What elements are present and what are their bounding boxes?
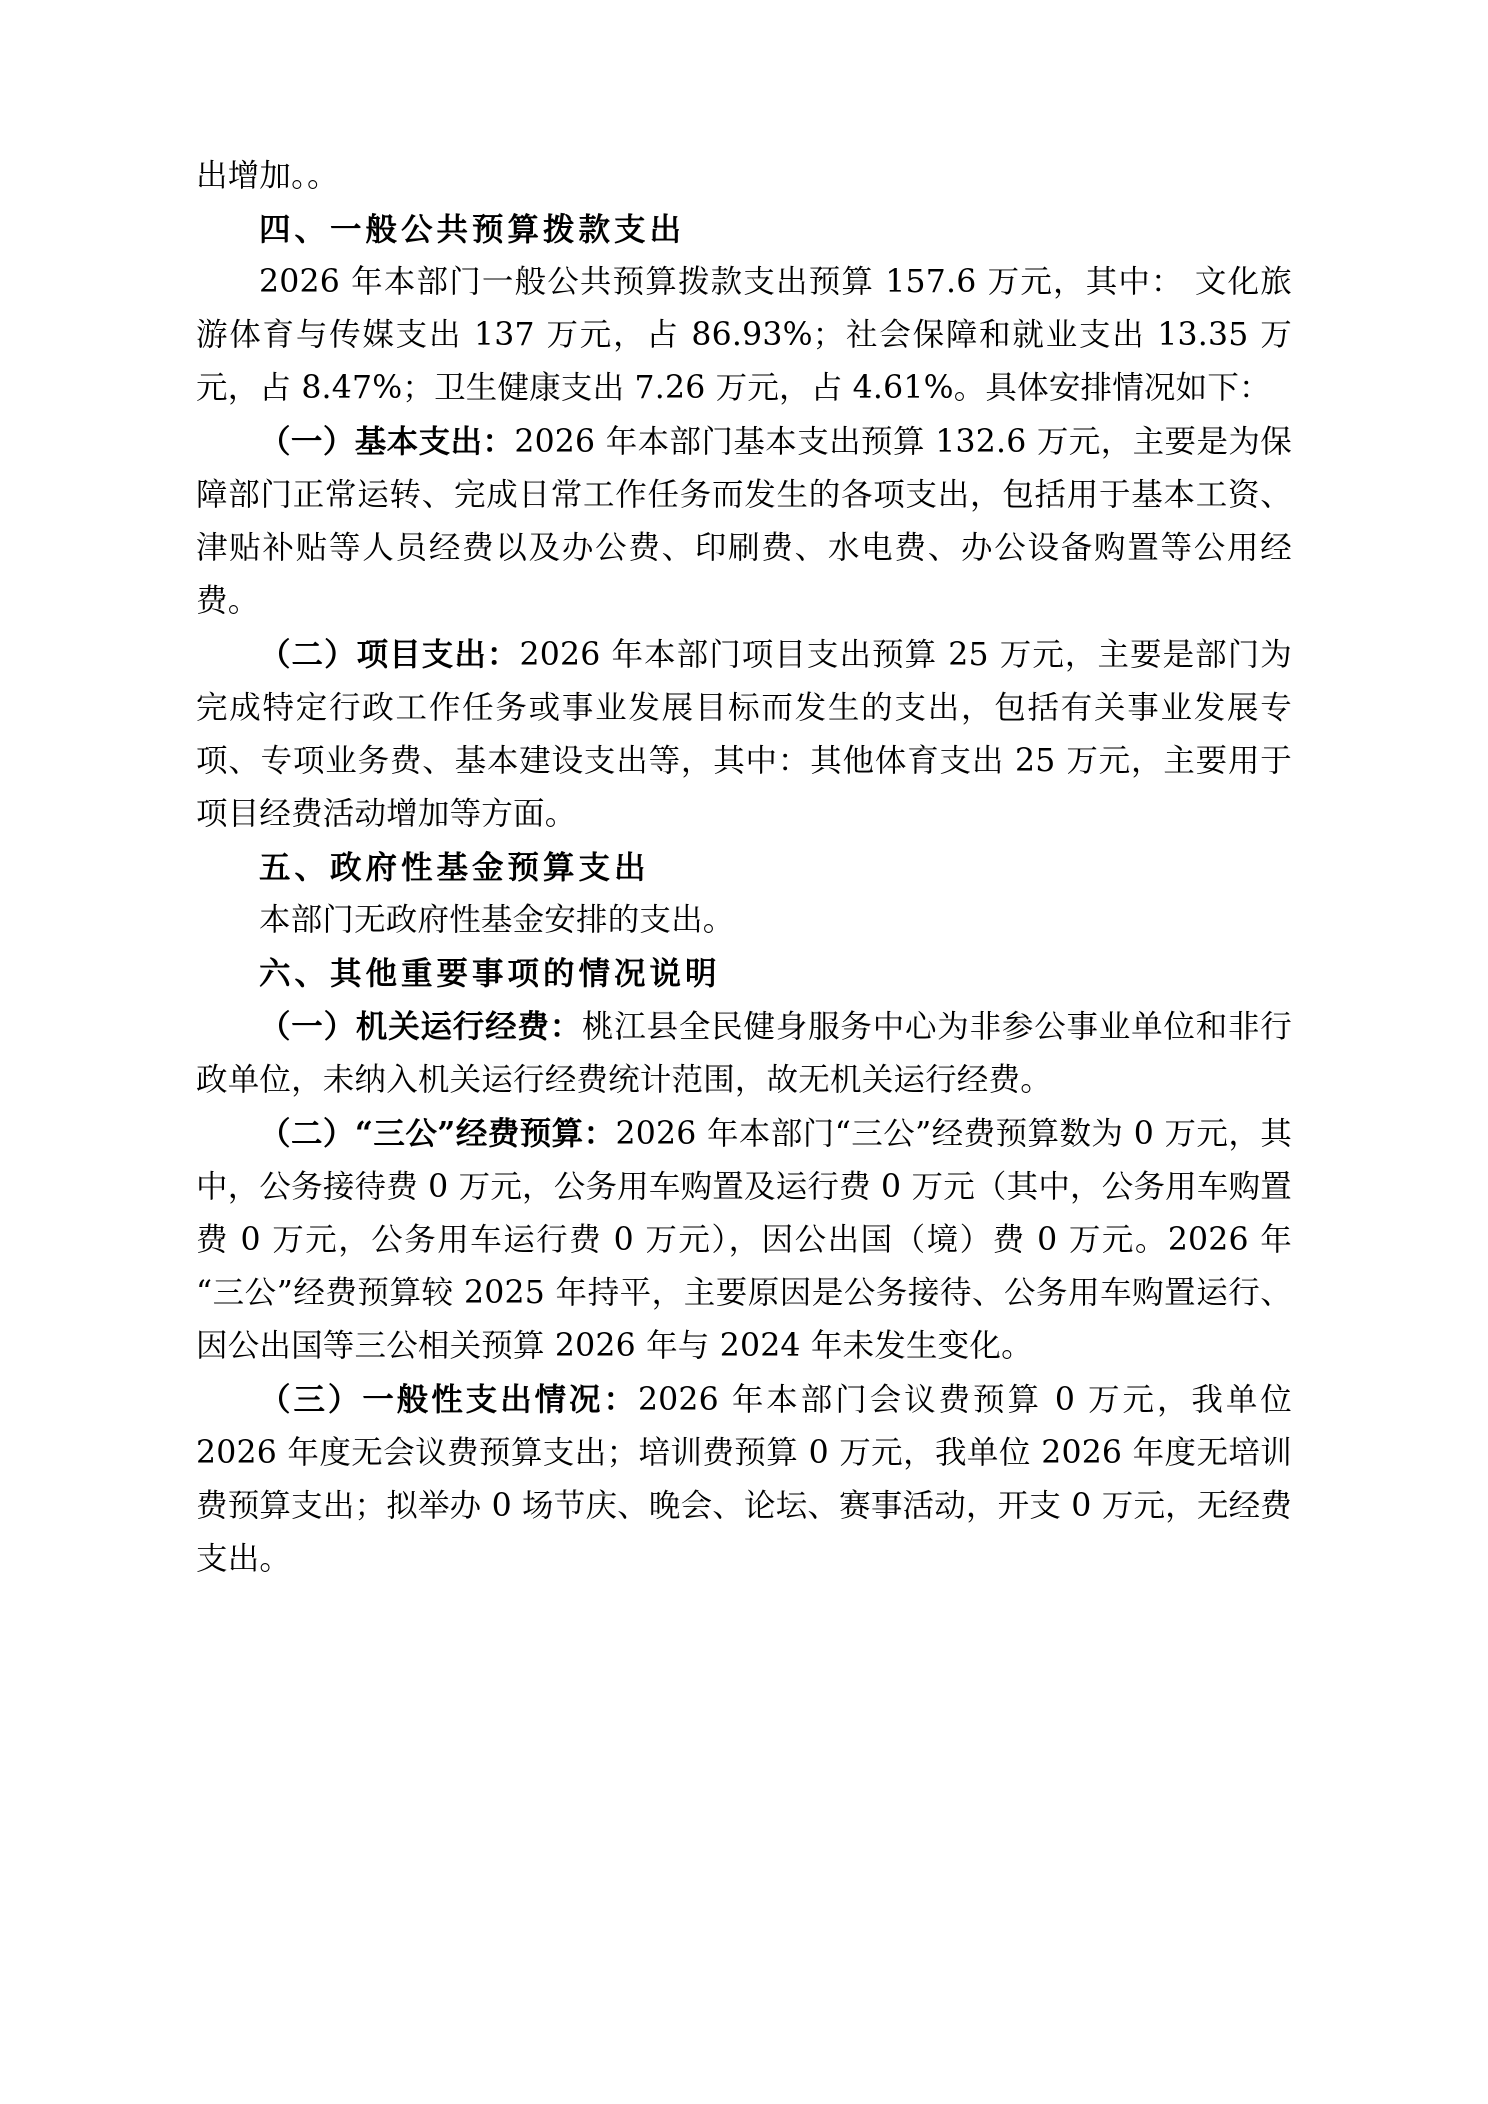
paragraph-continued-line [196, 150, 1292, 203]
paragraph-lead-label: （一）基本支出： [259, 423, 515, 460]
paragraph-text: 2026 年本部门会议费预算 0 万元，我单位 2026 年度无会议费预算支出；培训费预算 0 万元，我单位 2026 年度无培训费预算支出；拟举办 0 场节庆、晚会、论坛、赛事活动，开支 0 万元，无经费支出。 [196, 1382, 1292, 1577]
paragraph-government-fund [196, 894, 1292, 947]
paragraph-text: 桃江县全民健身服务中心为非参公事业单位和非行政单位，未纳入机关运行经费统计范围，故无机关运行经费。 [196, 1009, 1292, 1098]
paragraph-lead-label: （三）一般性支出情况： [259, 1381, 638, 1418]
paragraph-text: 2026 年本部门一般公共预算拨款支出预算 157.6 万元，其中： 文化旅游体育与传媒支出 137 万元，占 86.93%；社会保障和就业支出 13.35 万元，占 8.47%；卫生健康支出 7.26 万元，占 4.61%。具体安排情况如下： [196, 264, 1292, 406]
paragraph-lead-label: （一）机关运行经费： [259, 1008, 582, 1045]
paragraph-text: 2026 年本部门基本支出预算 132.6 万元，主要是为保障部门正常运转、完成日常工作任务而发生的各项支出，包括用于基本工资、津贴补贴等人员经费以及办公费、印刷费、水电费、办公设备购置等公用经费。 [196, 424, 1292, 619]
heading-text: 四、一般公共预算拨款支出 [259, 211, 686, 248]
paragraph-text: 2026 年本部门项目支出预算 25 万元，主要是部门为完成特定行政工作任务或事业发展目标而发生的支出，包括有关事业发展专项、专项业务费、基本建设支出等，其中：其他体育支出 25 万元，主要用于项目经费活动增加等方面。 [196, 637, 1292, 832]
paragraph-basic-expenditure [196, 415, 1292, 628]
paragraph-general-budget-total [196, 256, 1292, 415]
paragraph-text: 出增加。。 [196, 158, 339, 194]
paragraph-project-expenditure [196, 628, 1292, 841]
heading-general-public-budget [196, 203, 1292, 256]
paragraph-text: 本部门无政府性基金安排的支出。 [259, 902, 735, 938]
document-body [196, 150, 1292, 1586]
paragraph-lead-label: （二）“三公”经费预算： [259, 1115, 616, 1152]
heading-government-fund-budget [196, 841, 1292, 894]
heading-text: 五、政府性基金预算支出 [259, 849, 650, 886]
paragraph-lead-label: （二）项目支出： [259, 636, 520, 673]
paragraph-general-expenditure [196, 1373, 1292, 1586]
heading-text: 六、其他重要事项的情况说明 [259, 955, 721, 992]
paragraph-agency-operating-cost [196, 1000, 1292, 1107]
heading-other-important-matters [196, 947, 1292, 1000]
paragraph-three-public-expenses [196, 1107, 1292, 1373]
paragraph-text: 2026 年本部门“三公”经费预算数为 0 万元，其中，公务接待费 0 万元，公务用车购置及运行费 0 万元（其中，公务用车购置费 0 万元，公务用车运行费 0 万元），因公出国（境）费 0 万元。2026 年“三公”经费预算较 2025 年持平，主要原因是公务接待、公务用车购置运行、因公出国等三公相关预算 2026 年与 2024 年未发生变化。 [196, 1116, 1292, 1364]
